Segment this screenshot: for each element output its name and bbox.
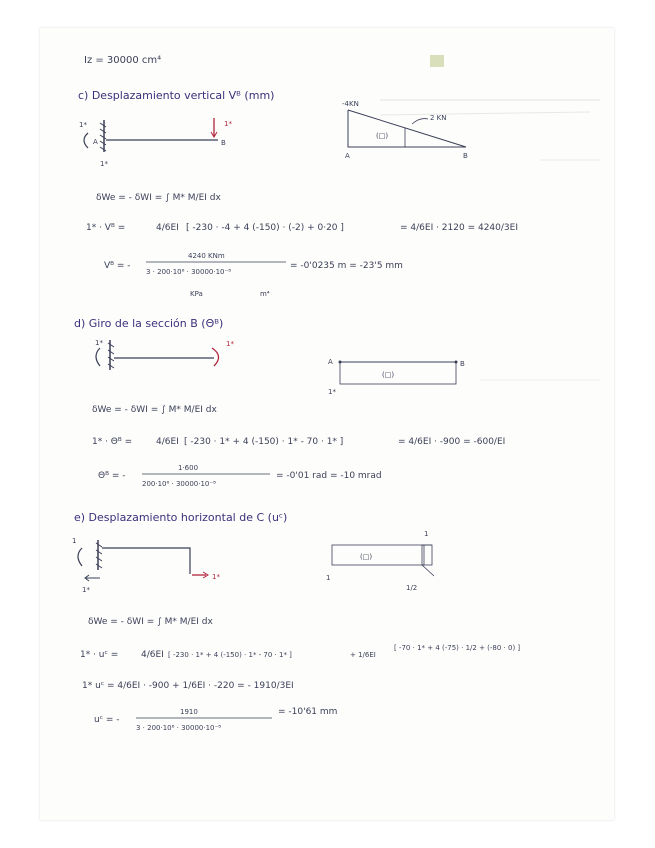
d-moment-left-label: 1* [95, 339, 103, 347]
d-eq2-lhs: 1* · Θᴮ = [92, 437, 133, 447]
c-diagram-shape-label: (□) [376, 132, 389, 140]
c-eq2-bracket: [ -230 · -4 + 4 (-150) · (-2) + 0·20 ] [186, 223, 344, 233]
c-eq3-den: 3 · 200·10⁶ · 30000·10⁻⁸ [146, 268, 232, 276]
d-moment-right-label: 1* [226, 340, 234, 348]
c-moment-label: 1* [79, 121, 87, 129]
c-diagram-A: A [345, 152, 350, 160]
inertia-value: Iz = 30000 cm⁴ [84, 55, 162, 66]
c-eq2-lhs: 1* · Vᴮ = [86, 223, 126, 233]
section-e-diagram [326, 530, 434, 592]
e-eq2-lhs: 1* · uᶜ = [80, 650, 119, 660]
d-eq2-rhs: = 4/6EI · -900 = -600/EI [398, 437, 506, 447]
d-eq3-result: = -0'01 rad = -10 mrad [276, 471, 382, 481]
e-eq4-result: = -10'61 mm [278, 707, 338, 717]
e-eq3: 1* uᶜ = 4/6EI · -900 + 1/6EI · -220 = - 1910/3EI [82, 681, 294, 691]
c-unit-m4: m⁴ [260, 290, 270, 298]
e-eq4-den: 3 · 200·10⁶ · 30000·10⁻⁸ [136, 724, 222, 732]
e-diagram-left: 1 [326, 574, 331, 582]
e-diagram-bottom: 1/2 [406, 584, 418, 592]
section-d-title: d) Giro de la sección B (Θᴮ) [74, 317, 224, 330]
d-eq3-num: 1·600 [178, 464, 199, 472]
c-eq3-result: = -0'0235 m = -23'5 mm [290, 261, 403, 271]
d-diagram-A: A [328, 358, 333, 366]
bleed-through [380, 55, 600, 380]
e-eq2-bracket: [ -230 · 1* + 4 (-150) · 1* - 70 · 1* ] [168, 651, 292, 659]
c-diagram-B: B [463, 152, 468, 160]
section-d-beam [95, 339, 234, 370]
e-load-label: 1* [212, 573, 220, 581]
e-reaction-label: 1* [82, 586, 90, 594]
section-c-beam [79, 118, 232, 168]
c-eq3-num: 4240 KNm [188, 252, 225, 260]
e-eq2-frac: 4/6EI [141, 650, 164, 660]
c-end-label: B [221, 139, 226, 147]
e-eq2-plus: + 1/6EI [350, 651, 376, 659]
e-diagram-shape: (□) [360, 553, 373, 561]
d-eq3-lhs: Θᴮ = - [98, 471, 126, 481]
e-eq4-lhs: uᶜ = - [94, 715, 120, 725]
section-c-diagram [342, 100, 468, 160]
c-diagram-left-label: -4KN [342, 100, 359, 108]
d-diagram-below: 1* [328, 388, 336, 396]
c-diagram-right-label: 2 KN [430, 114, 447, 122]
section-e-beam [72, 537, 220, 594]
d-eq2-bracket: [ -230 · 1* + 4 (-150) · 1* - 70 · 1* ] [184, 437, 344, 447]
d-eq2-frac: 4/6EI [156, 437, 179, 447]
c-unit-kpa: KPa [190, 290, 203, 298]
section-e-title: e) Desplazamiento horizontal de C (uᶜ) [74, 511, 288, 524]
e-eq1: δWe = - δWI = ∫ M* M/EI dx [88, 617, 213, 627]
c-eq2-rhs: = 4/6EI · 2120 = 4240/3EI [400, 223, 518, 233]
d-diagram-B: B [460, 360, 465, 368]
c-load-label: 1* [224, 120, 232, 128]
e-diagram-top: 1 [424, 530, 429, 538]
section-d-diagram [328, 358, 465, 396]
section-c-title: c) Desplazamiento vertical Vᴮ (mm) [78, 89, 275, 102]
c-reaction-label: 1* [100, 160, 108, 168]
c-support-label: A [93, 138, 98, 146]
c-eq3-lhs: Vᴮ = - [104, 261, 131, 271]
d-diagram-shape: (□) [382, 371, 395, 379]
c-eq1: δWe = - δWI = ∫ M* M/EI dx [96, 193, 221, 203]
c-eq2-frac: 4/6EI [156, 223, 179, 233]
e-eq4-num: 1910 [180, 708, 198, 716]
e-eq2-bracket2: [ -70 · 1* + 4 (-75) · 1/2 + (-80 · 0) ] [394, 644, 521, 652]
d-eq3-den: 200·10⁶ · 30000·10⁻⁸ [142, 480, 216, 488]
d-eq1: δWe = - δWI = ∫ M* M/EI dx [92, 405, 217, 415]
e-moment-label: 1 [72, 537, 77, 545]
